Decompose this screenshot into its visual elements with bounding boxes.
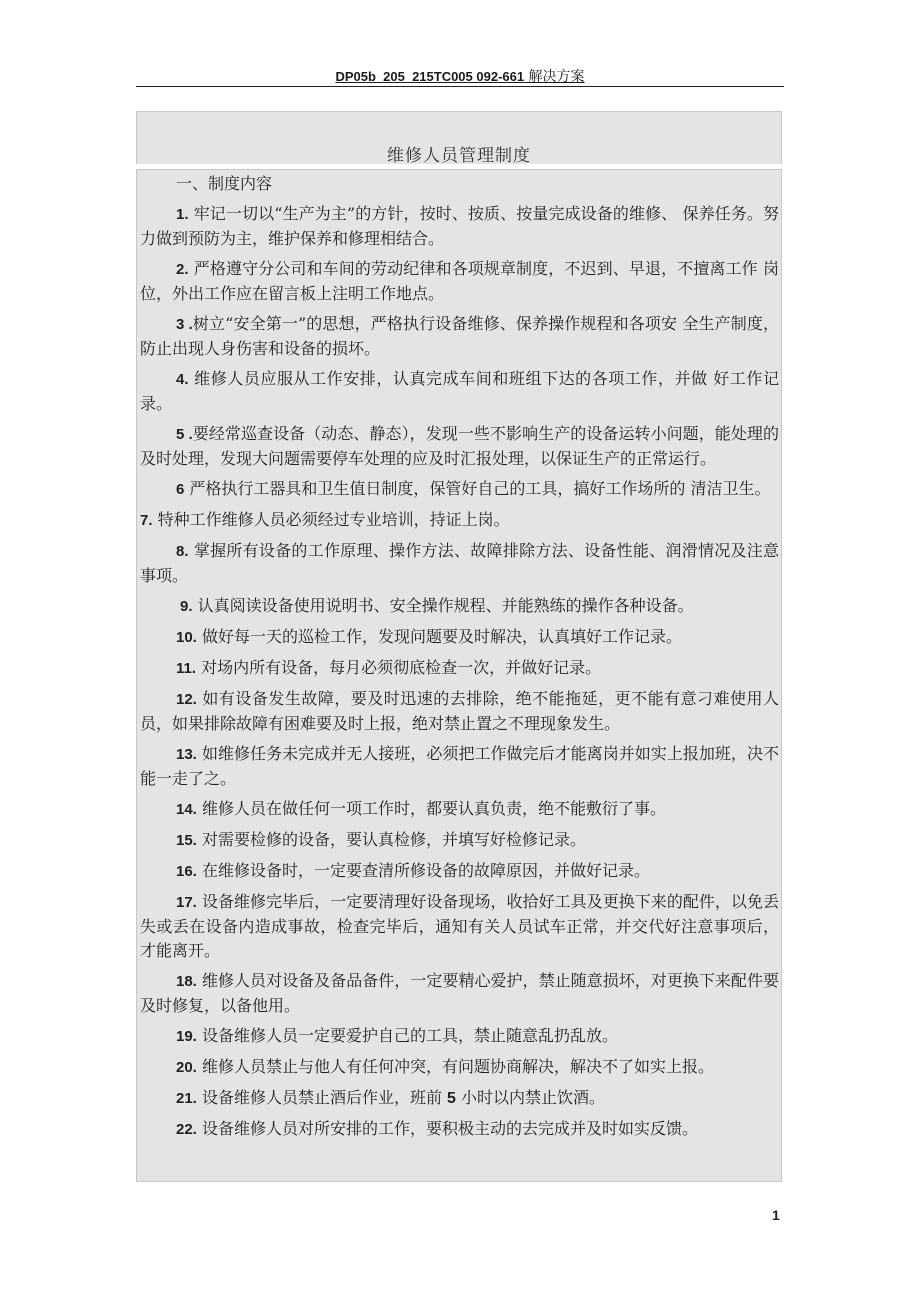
rule-number: 20. <box>176 1059 197 1076</box>
title-box <box>136 111 782 164</box>
rule-text: 要经常巡查设备（动态、静态），发现一些不影响生产的设备运转小问题，能处理的及时处理，发现大问题需要停车处理的应及时汇报处理，以保证生产的正常运行。 <box>140 424 779 468</box>
rule-text: 做好每一天的巡检工作，发现问题要及时解决，认真填好工作记录。 <box>196 627 682 646</box>
rule-number: 19. <box>176 1028 197 1045</box>
rule-3 <box>140 312 779 361</box>
rule-number: 8. <box>176 543 189 560</box>
section-heading: 一、制度内容 <box>176 174 273 193</box>
rule-number: 7. <box>140 512 153 529</box>
rule-number: 21. <box>176 1090 197 1107</box>
rule-11 <box>140 656 779 681</box>
rule-21 <box>140 1086 779 1111</box>
rule-text: 设备维修人员对所安排的工作，要积极主动的去完成并及时如实反馈。 <box>196 1119 698 1138</box>
rule-number: 5 . <box>176 426 193 443</box>
rule-13 <box>140 742 779 791</box>
rule-text: 在维修设备时，一定要查清所修设备的故障原因，并做好记录。 <box>196 861 650 880</box>
rule-19 <box>140 1024 779 1049</box>
header-suffix: 解决方案 <box>524 69 585 85</box>
rule-text: 特种工作维修人员必须经过专业培训，持证上岗。 <box>152 510 510 529</box>
rule-hours: 5 <box>447 1090 456 1107</box>
document-code: DP05b_205_215TC005 092-661 <box>335 69 525 84</box>
rule-text: 设备维修人员禁止酒后作业，班前 <box>196 1088 448 1107</box>
rule-text: 维修人员对设备及备品备件，一定要精心爱护，禁止随意损坏，对更换下来配件要及时修复，以备他用。 <box>140 971 779 1015</box>
rule-4 <box>140 367 779 416</box>
rule-number: 14. <box>176 801 197 818</box>
rule-number: 12. <box>176 691 197 708</box>
rule-18 <box>140 969 779 1018</box>
rule-text: 小时以内禁止饮酒。 <box>455 1088 606 1107</box>
rule-text: 如维修任务未完成并无人接班，必须把工作做完后才能离岗并如实上报加班，决不能一走了之。 <box>140 744 779 788</box>
rule-text: 掌握所有设备的工作原理、操作方法、故障排除方法、设备性能、润滑情况及注意事项。 <box>140 541 779 585</box>
rule-number: 17. <box>176 894 197 911</box>
rule-8 <box>140 539 779 588</box>
rule-text: 维修人员禁止与他人有任何冲突，有问题协商解决，解决不了如实上报。 <box>196 1057 714 1076</box>
rule-6 <box>140 477 779 502</box>
rule-number: 11. <box>176 660 197 677</box>
rule-text: 维修人员应服从工作安排，认真完成车间和班组下达的各项工作，并做 好工作记录。 <box>140 369 779 413</box>
rule-text: 严格遵守分公司和车间的劳动纪律和各项规章制度，不迟到、早退，不擅离工作 岗位，外出工作应在留言板上注明工作地点。 <box>140 259 779 303</box>
rule-number: 13. <box>176 746 197 763</box>
rule-17 <box>140 890 779 963</box>
rule-15 <box>140 828 779 853</box>
rule-10 <box>140 625 779 650</box>
rule-text: 对场内所有设备，每月必须彻底检查一次，并做好记录。 <box>196 658 602 677</box>
rule-number: 1. <box>176 206 189 223</box>
rule-text: 对需要检修的设备，要认真检修，并填写好检修记录。 <box>196 830 586 849</box>
rule-number: 22. <box>176 1121 197 1138</box>
rule-text: 如有设备发生故障，要及时迅速的去排除，绝不能拖延，更不能有意刁难使用人员，如果排除故障有困难要及时上报，绝对禁止置之不理现象发生。 <box>140 689 779 733</box>
rule-5 <box>140 422 779 471</box>
rule-text: 设备维修人员一定要爱护自己的工具，禁止随意乱扔乱放。 <box>196 1026 618 1045</box>
rule-number: 6 <box>176 481 185 498</box>
rule-14 <box>140 797 779 822</box>
rule-9 <box>140 594 779 619</box>
rule-number: 15. <box>176 832 197 849</box>
rule-text: 维修人员在做任何一项工作时，都要认真负责，绝不能敷衍了事。 <box>196 799 666 818</box>
rule-16 <box>140 859 779 884</box>
rule-text: 认真阅读设备使用说明书、安全操作规程、并能熟练的操作各种设备。 <box>192 596 694 615</box>
rule-number: 9. <box>180 598 193 615</box>
rule-7 <box>140 508 779 533</box>
rule-number: 18. <box>176 973 197 990</box>
rules-content <box>136 169 782 1182</box>
rule-12 <box>140 687 779 736</box>
rule-text: 严格执行工器具和卫生值日制度，保管好自己的工具，搞好工作场所的 清洁卫生。 <box>184 479 771 498</box>
rule-text: 牢记一切以“生产为主”的方针，按时、按质、按量完成设备的维修、 保养任务。努力做到预防为主，维护保养和修理相结合。 <box>140 204 779 248</box>
rule-number: 4. <box>176 371 189 388</box>
rule-number: 2. <box>176 261 189 278</box>
rule-number: 10. <box>176 629 197 646</box>
page-number: 1 <box>772 1207 780 1223</box>
rule-text: 设备维修完毕后，一定要清理好设备现场，收拾好工具及更换下来的配件，以免丢失或丢在设备内造成事故，检查完毕后，通知有关人员试车正常，并交代好注意事项后，才能离开。 <box>140 892 779 960</box>
rule-20 <box>140 1055 779 1080</box>
rule-22 <box>140 1117 779 1142</box>
rule-1 <box>140 202 779 251</box>
page-title: 维修人员管理制度 <box>387 146 531 166</box>
rule-text: 树立“安全第一”的思想，严格执行设备维修、保养操作规程和各项安 全生产制度，防止出现人身伤害和设备的损坏。 <box>140 314 779 358</box>
rule-number: 16. <box>176 863 197 880</box>
rule-number: 3 . <box>176 316 193 333</box>
running-header <box>136 66 784 87</box>
rule-2 <box>140 257 779 306</box>
